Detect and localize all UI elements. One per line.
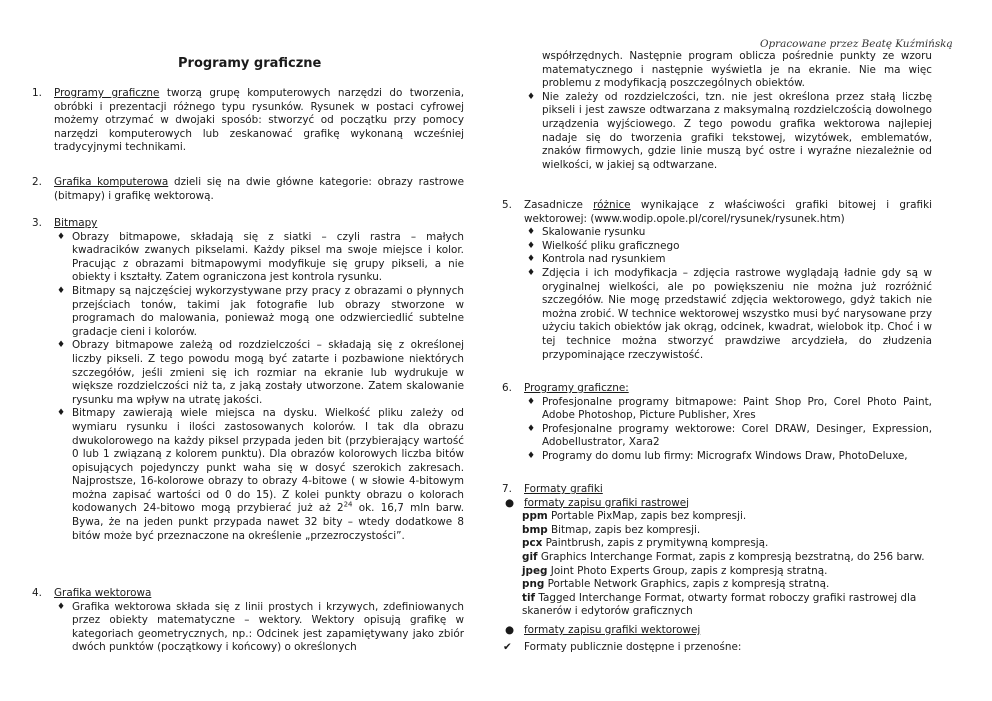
round-bullet-icon: ● xyxy=(505,623,515,636)
section-4 xyxy=(32,587,464,655)
section-term: Programy graficzne: xyxy=(524,382,629,394)
differences-list xyxy=(524,226,932,362)
format-item: png Portable Network Graphics, zapis z kompresją stratną. xyxy=(522,578,830,591)
section-body xyxy=(54,217,464,543)
programs-list xyxy=(524,396,932,464)
vector-list xyxy=(54,601,464,655)
section-body xyxy=(54,176,464,203)
list-item: ♦ Obrazy bitmapowe zależą od rozdzielczości – składają się z określonej liczby pikseli. Z tego powodu mogą być zatarte i pozbawione niektórych szczegółów, jeśli zmieni się ich rozmiar na ekranie lub wydrukuje w większe rozdzielczości niż ta, z jaką zostały utworzone. Zatem skalowanie rysunku ma wpływ na utratę jakości. xyxy=(57,339,464,406)
diamond-bullet-icon: ♦ xyxy=(57,231,66,242)
section-body: Zasadnicze różnice wynikające z właściwości grafiki bitowej i grafiki wektorowej: (www.wodip.opole.pl/corel/rysunek/rysunek.htm) ♦ Skalowanie rysunku ♦ Wielkość pliku graficznego ♦ Kontrola nad rysunkiem ♦ Zdjęcia i ich modyfikacja – zdjęcia rastrowe wyglądają ładnie gdy są w oryginalnej wielkości, ale po powiększeniu nie można już rozróżnić szczegółów. Nie mogę przedstawić zdjęcia wektorowego, gdyż takich nie można zrobić. W technice wektorowej wszystko musi być narysowane przy użyciu takich obiektów jak okrąg, odcinek, kwadrat, wielobok itp. Choć i w tej technice można stworzyć prawdziwe arcydzieła, do złudzenia przypominające rzeczywistość. xyxy=(524,199,933,361)
section-number: 7. xyxy=(502,483,512,495)
section-term: różnice xyxy=(593,199,631,211)
author-note: Opracowane przez Beatę Kuźmińską xyxy=(760,38,953,50)
raster-heading-row xyxy=(502,497,932,511)
section-1 xyxy=(32,87,464,155)
section-body xyxy=(54,587,464,655)
diamond-bullet-icon: ♦ xyxy=(527,396,536,407)
vector-heading-row xyxy=(502,624,932,638)
diamond-bullet-icon: ♦ xyxy=(527,254,536,265)
diamond-bullet-icon: ♦ xyxy=(57,408,66,419)
list-item: ♦ Zdjęcia i ich modyfikacja – zdjęcia rastrowe wyglądają ładnie gdy są w oryginalnej wielkości, ale po powiększeniu nie można już rozróżnić szczegółów. Nie mogę przedstawić zdjęcia wektorowego, gdyż takich nie można zrobić. W technice wektorowej wszystko musi być narysowane przy użyciu takich obiektów jak okrąg, odcinek, kwadrat, wielobok itp. Choć i w tej technice można stworzyć prawdziwe arcydzieła, do złudzenia przypominające rzeczywistość. xyxy=(527,266,932,361)
public-formats-text: Formaty publicznie dostępne i przenośne: xyxy=(524,640,742,653)
section-number: 2. xyxy=(32,176,42,188)
diamond-bullet-icon: ♦ xyxy=(527,267,536,278)
raster-format-list xyxy=(502,510,932,619)
section-term: Programy graficzne xyxy=(54,87,160,99)
section-2 xyxy=(32,176,464,203)
diamond-bullet-icon: ♦ xyxy=(527,450,536,461)
checkmark-icon: ✔ xyxy=(503,640,512,653)
list-item: ♦ Bitmapy zawierają wiele miejsca na dysku. Wielkość pliku zależy od wymiaru rysunku i ilości zastosowanych kolorów. I tak dla obrazu dwukolorowego na każdy piksel przypada jeden bit (przybierający wartość 0 lub 1 związaną z kolorem punktu). Dla obrazów kolorowych liczba bitów opisujących pojedynczy punkt waha się w dosyć szerokich zakresach. Najprostsze, 16-kolorowe obrazy to obrazy 4-bitowe ( w słowie 4-bitowym można zapisać wartości od 0 do 15). Z kolei punkty obrazu o kolorach kodowanych 24-bitowo mogą przybierać już aż $2^{24}$ ok. 16,7 mln barw. Bywa, że na jeden punkt przypada nawet 32 bity – wtedy dodatkowe 8 bitów może być przeznaczone na określenie „przezroczystości”. xyxy=(57,407,464,542)
raster-formats-heading: formaty zapisu grafiki rastrowej xyxy=(524,496,690,509)
round-bullet-icon: ● xyxy=(505,496,515,509)
diamond-bullet-icon: ♦ xyxy=(527,423,536,434)
diamond-bullet-icon: ♦ xyxy=(57,285,66,296)
list-item: ♦ Profesjonalne programy wektorowe: Corel DRAW, Desinger, Expression, AdobeIlustrator, Xara2 xyxy=(527,422,932,449)
page-title: Programy graficzne xyxy=(178,56,322,71)
section-text: dzieli się na dwie główne kategorie: obrazy rastrowe (bitmapy) i grafikę wektorową. xyxy=(54,176,465,202)
format-item: bmp Bitmap, zapis bez kompresji. xyxy=(522,523,701,536)
section-6 xyxy=(502,382,932,464)
diamond-bullet-icon: ♦ xyxy=(527,227,536,238)
list-item: ♦ Nie zależy od rozdzielczości, tzn. nie jest określona przez stałą liczbę pikseli i jest zawsze odtwarzana z maksymalną rozdzielczością dowolnego urządzenia wyjściowego. Z tego powodu grafika wektorowa najlepiej nadaje się do tworzenia grafiki tekstowej, wizytówek, emblematów, znaków firmowych, gdzie linie muszą być ostre i wyraźne niezależnie od wielkości, w jakiej są odtwarzane. xyxy=(527,90,932,171)
list-item: ♦ Wielkość pliku graficznego xyxy=(527,239,680,252)
section-7 xyxy=(502,483,932,654)
format-item: ppm Portable PixMap, zapis bez kompresji. xyxy=(522,510,747,523)
format-item: pcx Paintbrush, zapis z prymitywną kompresją. xyxy=(522,537,769,550)
diamond-bullet-icon: ♦ xyxy=(57,340,66,351)
list-item: ♦ Grafika wektorowa składa się z linii prostych i krzywych, zdefiniowanych przez obiekty matematyczne – wektory. Wektory opisują grafikę w kategoriach geometrycznych, np.: Odcinek jest zapamiętywany jako zbiór dwóch punktów (początkowy i końcowy) o określonych xyxy=(57,600,464,654)
diamond-bullet-icon: ♦ xyxy=(57,601,66,612)
list-item: ♦ Kontrola nad rysunkiem xyxy=(527,253,666,266)
section-number: 4. xyxy=(32,587,42,599)
list-item: ♦ Profesjonalne programy bitmapowe: Paint Shop Pro, Corel Photo Paint, Adobe Photoshop, Picture Publisher, Xres xyxy=(527,395,932,422)
section-body xyxy=(524,382,932,464)
format-item: gif Graphics Interchange Format, zapis z kompresją bezstratną, do 256 barw. xyxy=(522,550,925,563)
section-number: 1. xyxy=(32,87,42,99)
format-item: jpeg Joint Photo Experts Group, zapis z kompresją stratną. xyxy=(522,564,828,577)
section-body xyxy=(54,87,464,155)
bitmap-list xyxy=(54,231,464,544)
superscript: 24 xyxy=(343,501,353,509)
diamond-bullet-icon: ♦ xyxy=(527,91,536,102)
section-number: 6. xyxy=(502,382,512,394)
list-item: ♦ Skalowanie rysunku xyxy=(527,226,646,239)
section-5 xyxy=(502,199,932,362)
list-item-continued: współrzędnych. Następnie program oblicza pośrednie punkty ze wzoru matematycznego i następnie wyświetla je na ekranie. Nie ma więc problemu z modyfikacją poszczególnych obiektów. xyxy=(542,50,932,90)
section-body xyxy=(524,483,932,497)
list-item: ♦ Programy do domu lub firmy: Micrografx Windows Draw, PhotoDeluxe, xyxy=(527,449,908,462)
list-item: ♦ Obrazy bitmapowe, składają się z siatki – czyli rastra – małych kwadracików zwanych pikselami. Każdy piksel ma swoje miejsce i kolor. Pracując z obrazami bitmapowymi modyfikuje się grupy pikseli, a nie obiekty i kształty. Zatem ograniczona jest kontrola rysunku. xyxy=(57,230,464,284)
format-item: tif Tagged Interchange Format, otwarty format roboczy grafiki rastrowej dla skanerów i edytorów graficznych xyxy=(522,591,917,618)
section-term: Grafika wektorowa xyxy=(54,587,152,599)
list-item: ♦ Bitmapy są najczęściej wykorzystywane przy pracy z obrazami o płynnych przejściach tonów, takimi jak fotografie lub obrazy stworzone w programach do malowania, ponieważ mogą one odzwierciedlić subtelne gradacje cieni i kolorów. xyxy=(57,284,464,338)
section-term: Formaty grafiki xyxy=(524,483,603,495)
section-term: Bitmapy xyxy=(54,217,98,229)
section-text: tworzą grupę komputerowych narzędzi do tworzenia, obróbki i prezentacji różnego typu rysunków. Rysunek w postaci cyfrowej możemy otrzymać w dwojaki sposób: stworzyć od początku przy pomocy narzędzi komputerowych lub zeskanować grafikę wykonaną wcześniej tradycyjnymi technikami. xyxy=(54,87,465,154)
section-4-continued xyxy=(524,50,932,172)
public-formats-row xyxy=(502,641,932,655)
section-number: 3. xyxy=(32,217,42,229)
section-term: Grafika komputerowa xyxy=(54,176,169,188)
vector-formats-heading: formaty zapisu grafiki wektorowej xyxy=(524,623,701,636)
section-number: 5. xyxy=(502,199,512,211)
diamond-bullet-icon: ♦ xyxy=(527,240,536,251)
section-3 xyxy=(32,217,464,543)
